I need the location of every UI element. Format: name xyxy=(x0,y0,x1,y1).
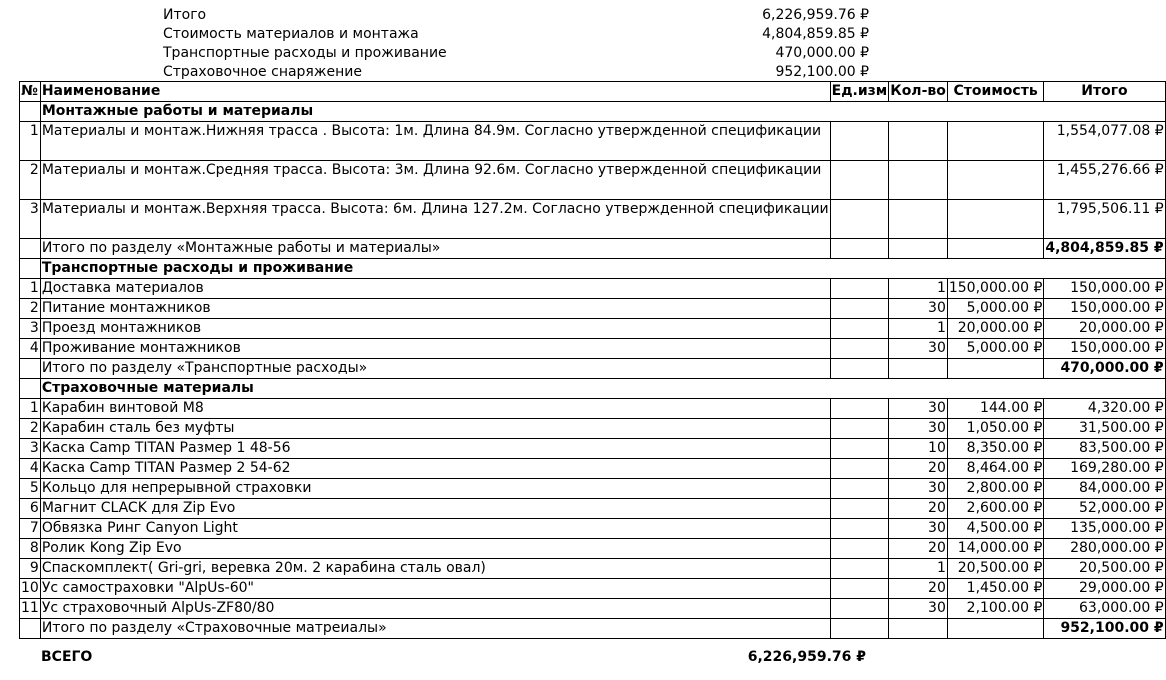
row-name: Магнит CLACK для Zip Evo xyxy=(40,499,830,519)
table-row xyxy=(20,539,1166,559)
row-name: Каска Camp TITAN Размер 1 48-56 xyxy=(40,439,830,459)
row-price: 4,500.00 ₽ xyxy=(947,519,1044,539)
row-price: 5,000.00 ₽ xyxy=(947,339,1044,359)
grand-total-value: 6,226,959.76 ₽ xyxy=(747,649,866,665)
table-row xyxy=(20,161,1166,200)
row-name: Обвязка Ринг Canyon Light xyxy=(40,519,830,539)
cut-off-title xyxy=(230,0,640,3)
grand-total-label: ВСЕГО xyxy=(41,649,93,665)
summary-label: Транспортные расходы и проживание xyxy=(163,45,447,61)
row-name: Материалы и монтаж.Средняя трасса. Высота: 3м. Длина 92.6м. Согласно утвержденной спецификации xyxy=(40,161,830,200)
row-qty xyxy=(889,200,948,239)
row-qty: 20 xyxy=(889,539,948,559)
row-price: 8,464.00 ₽ xyxy=(947,459,1044,479)
subtotal-value: 952,100.00 ₽ xyxy=(1044,619,1165,639)
row-price: 2,100.00 ₽ xyxy=(947,599,1044,619)
row-unit xyxy=(830,319,889,339)
grand-total-row xyxy=(19,648,872,668)
table-row xyxy=(20,399,1166,419)
row-name: Карабин сталь без муфты xyxy=(40,419,830,439)
row-unit xyxy=(830,459,889,479)
row-no: 10 xyxy=(20,579,41,599)
subtotal-price xyxy=(947,359,1044,379)
header-unit: Ед.изм xyxy=(830,82,889,102)
row-total: 63,000.00 ₽ xyxy=(1044,599,1165,619)
section-header-row xyxy=(20,102,1166,122)
table-row xyxy=(20,499,1166,519)
row-price: 2,600.00 ₽ xyxy=(947,499,1044,519)
subtotal-qty xyxy=(889,619,948,639)
row-total: 150,000.00 ₽ xyxy=(1044,299,1165,319)
section-no xyxy=(20,379,41,399)
subtotal-label: Итого по разделу «Монтажные работы и материалы» xyxy=(40,239,830,259)
row-name: Питание монтажников xyxy=(40,299,830,319)
row-no: 3 xyxy=(20,200,41,239)
estimate-table xyxy=(19,81,1166,639)
row-no: 2 xyxy=(20,161,41,200)
row-total: 4,320.00 ₽ xyxy=(1044,399,1165,419)
row-price: 8,350.00 ₽ xyxy=(947,439,1044,459)
header-total: Итого xyxy=(1044,82,1165,102)
row-unit xyxy=(830,122,889,161)
row-unit xyxy=(830,519,889,539)
header-name: Наименование xyxy=(40,82,830,102)
row-unit xyxy=(830,200,889,239)
row-unit xyxy=(830,499,889,519)
row-name: Проживание монтажников xyxy=(40,339,830,359)
row-price: 1,450.00 ₽ xyxy=(947,579,1044,599)
subtotal-qty xyxy=(889,359,948,379)
row-total: 29,000.00 ₽ xyxy=(1044,579,1165,599)
row-no: 2 xyxy=(20,299,41,319)
subtotal-row xyxy=(20,239,1166,259)
row-total: 20,000.00 ₽ xyxy=(1044,319,1165,339)
row-total: 150,000.00 ₽ xyxy=(1044,279,1165,299)
row-no: 11 xyxy=(20,599,41,619)
row-unit xyxy=(830,579,889,599)
summary-label: Итого xyxy=(163,7,207,23)
subtotal-no xyxy=(20,619,41,639)
row-no: 6 xyxy=(20,499,41,519)
row-price: 20,000.00 ₽ xyxy=(947,319,1044,339)
section-header-row xyxy=(20,379,1166,399)
row-qty xyxy=(889,161,948,200)
row-qty: 1 xyxy=(889,559,948,579)
table-row xyxy=(20,419,1166,439)
subtotal-label: Итого по разделу «Страховочные матреиалы» xyxy=(40,619,830,639)
row-name: Карабин винтовой M8 xyxy=(40,399,830,419)
summary-label: Стоимость материалов и монтажа xyxy=(163,26,419,42)
summary-row-total xyxy=(0,5,892,25)
row-total: 1,455,276.66 ₽ xyxy=(1044,161,1165,200)
subtotal-unit xyxy=(830,359,889,379)
row-no: 1 xyxy=(20,279,41,299)
header-price: Стоимость xyxy=(947,82,1044,102)
section-title: Монтажные работы и материалы xyxy=(40,102,1165,122)
row-no: 9 xyxy=(20,559,41,579)
row-total: 83,500.00 ₽ xyxy=(1044,439,1165,459)
row-name: Кольцо для непрерывной страховки xyxy=(40,479,830,499)
row-name: Ролик Kong Zip Evo xyxy=(40,539,830,559)
row-qty: 30 xyxy=(889,339,948,359)
row-qty: 30 xyxy=(889,599,948,619)
row-name: Ус страховочный AlpUs-ZF80/80 xyxy=(40,599,830,619)
row-price: 1,050.00 ₽ xyxy=(947,419,1044,439)
subtotal-no xyxy=(20,359,41,379)
header-qty: Кол-во xyxy=(889,82,948,102)
row-price: 150,000.00 ₽ xyxy=(947,279,1044,299)
row-total: 280,000.00 ₽ xyxy=(1044,539,1165,559)
row-unit xyxy=(830,599,889,619)
table-row xyxy=(20,519,1166,539)
row-no: 1 xyxy=(20,122,41,161)
subtotal-label: Итого по разделу «Транспортные расходы» xyxy=(40,359,830,379)
subtotal-row xyxy=(20,359,1166,379)
table-row xyxy=(20,299,1166,319)
row-price: 20,500.00 ₽ xyxy=(947,559,1044,579)
summary-label: Страховочное снаряжение xyxy=(163,64,362,80)
row-qty: 1 xyxy=(889,279,948,299)
row-name: Каска Camp TITAN Размер 2 54-62 xyxy=(40,459,830,479)
row-unit xyxy=(830,479,889,499)
row-no: 4 xyxy=(20,459,41,479)
table-row xyxy=(20,279,1166,299)
row-name: Спаскомплект( Gri-gri, веревка 20м. 2 карабина сталь овал) xyxy=(40,559,830,579)
section-title: Страховочные материалы xyxy=(40,379,1165,399)
row-price xyxy=(947,122,1044,161)
row-price: 2,800.00 ₽ xyxy=(947,479,1044,499)
row-price: 5,000.00 ₽ xyxy=(947,299,1044,319)
subtotal-row xyxy=(20,619,1166,639)
row-no: 3 xyxy=(20,439,41,459)
row-qty: 10 xyxy=(889,439,948,459)
row-name: Ус самостраховки "AlpUs-60" xyxy=(40,579,830,599)
row-total: 150,000.00 ₽ xyxy=(1044,339,1165,359)
row-name: Доставка материалов xyxy=(40,279,830,299)
table-row xyxy=(20,339,1166,359)
subtotal-unit xyxy=(830,239,889,259)
table-row xyxy=(20,200,1166,239)
subtotal-no xyxy=(20,239,41,259)
row-unit xyxy=(830,439,889,459)
summary-value: 4,804,859.85 ₽ xyxy=(762,26,869,42)
row-qty: 30 xyxy=(889,419,948,439)
summary-value: 6,226,959.76 ₽ xyxy=(762,7,869,23)
summary-row-safety xyxy=(0,62,892,82)
row-qty: 20 xyxy=(889,499,948,519)
row-price: 14,000.00 ₽ xyxy=(947,539,1044,559)
row-unit xyxy=(830,279,889,299)
row-total: 1,795,506.11 ₽ xyxy=(1044,200,1165,239)
row-qty: 30 xyxy=(889,519,948,539)
row-price: 144.00 ₽ xyxy=(947,399,1044,419)
table-row xyxy=(20,479,1166,499)
row-unit xyxy=(830,399,889,419)
table-header-row xyxy=(20,82,1166,102)
row-qty: 30 xyxy=(889,399,948,419)
summary-row-transport xyxy=(0,43,892,63)
section-header-row xyxy=(20,259,1166,279)
table-row xyxy=(20,122,1166,161)
row-qty: 20 xyxy=(889,579,948,599)
section-no xyxy=(20,259,41,279)
row-qty: 20 xyxy=(889,459,948,479)
subtotal-value: 4,804,859.85 ₽ xyxy=(1044,239,1165,259)
row-total: 52,000.00 ₽ xyxy=(1044,499,1165,519)
row-qty: 30 xyxy=(889,479,948,499)
subtotal-price xyxy=(947,619,1044,639)
row-qty: 30 xyxy=(889,299,948,319)
row-total: 31,500.00 ₽ xyxy=(1044,419,1165,439)
row-unit xyxy=(830,419,889,439)
row-no: 8 xyxy=(20,539,41,559)
row-unit xyxy=(830,299,889,319)
row-name: Материалы и монтаж.Верхняя трасса. Высота: 6м. Длина 127.2м. Согласно утвержденной спецификации xyxy=(40,200,830,239)
row-total: 169,280.00 ₽ xyxy=(1044,459,1165,479)
summary-value: 952,100.00 ₽ xyxy=(775,64,869,80)
table-row xyxy=(20,559,1166,579)
section-no xyxy=(20,102,41,122)
row-total: 84,000.00 ₽ xyxy=(1044,479,1165,499)
row-unit xyxy=(830,339,889,359)
row-no: 3 xyxy=(20,319,41,339)
row-no: 1 xyxy=(20,399,41,419)
row-qty xyxy=(889,122,948,161)
table-row xyxy=(20,459,1166,479)
row-price xyxy=(947,161,1044,200)
row-total: 1,554,077.08 ₽ xyxy=(1044,122,1165,161)
row-price xyxy=(947,200,1044,239)
row-name: Материалы и монтаж.Нижняя трасса . Высота: 1м. Длина 84.9м. Согласно утвержденной спецификации xyxy=(40,122,830,161)
row-unit xyxy=(830,161,889,200)
row-unit xyxy=(830,559,889,579)
row-no: 2 xyxy=(20,419,41,439)
header-no: № xyxy=(20,82,41,102)
summary-row-materials xyxy=(0,24,892,44)
section-title: Транспортные расходы и проживание xyxy=(40,259,1165,279)
table-row xyxy=(20,599,1166,619)
row-total: 20,500.00 ₽ xyxy=(1044,559,1165,579)
subtotal-qty xyxy=(889,239,948,259)
row-unit xyxy=(830,539,889,559)
row-no: 5 xyxy=(20,479,41,499)
subtotal-unit xyxy=(830,619,889,639)
subtotal-value: 470,000.00 ₽ xyxy=(1044,359,1165,379)
table-row xyxy=(20,579,1166,599)
subtotal-price xyxy=(947,239,1044,259)
row-no: 4 xyxy=(20,339,41,359)
row-no: 7 xyxy=(20,519,41,539)
row-total: 135,000.00 ₽ xyxy=(1044,519,1165,539)
row-name: Проезд монтажников xyxy=(40,319,830,339)
summary-value: 470,000.00 ₽ xyxy=(775,45,869,61)
table-row xyxy=(20,319,1166,339)
table-row xyxy=(20,439,1166,459)
row-qty: 1 xyxy=(889,319,948,339)
